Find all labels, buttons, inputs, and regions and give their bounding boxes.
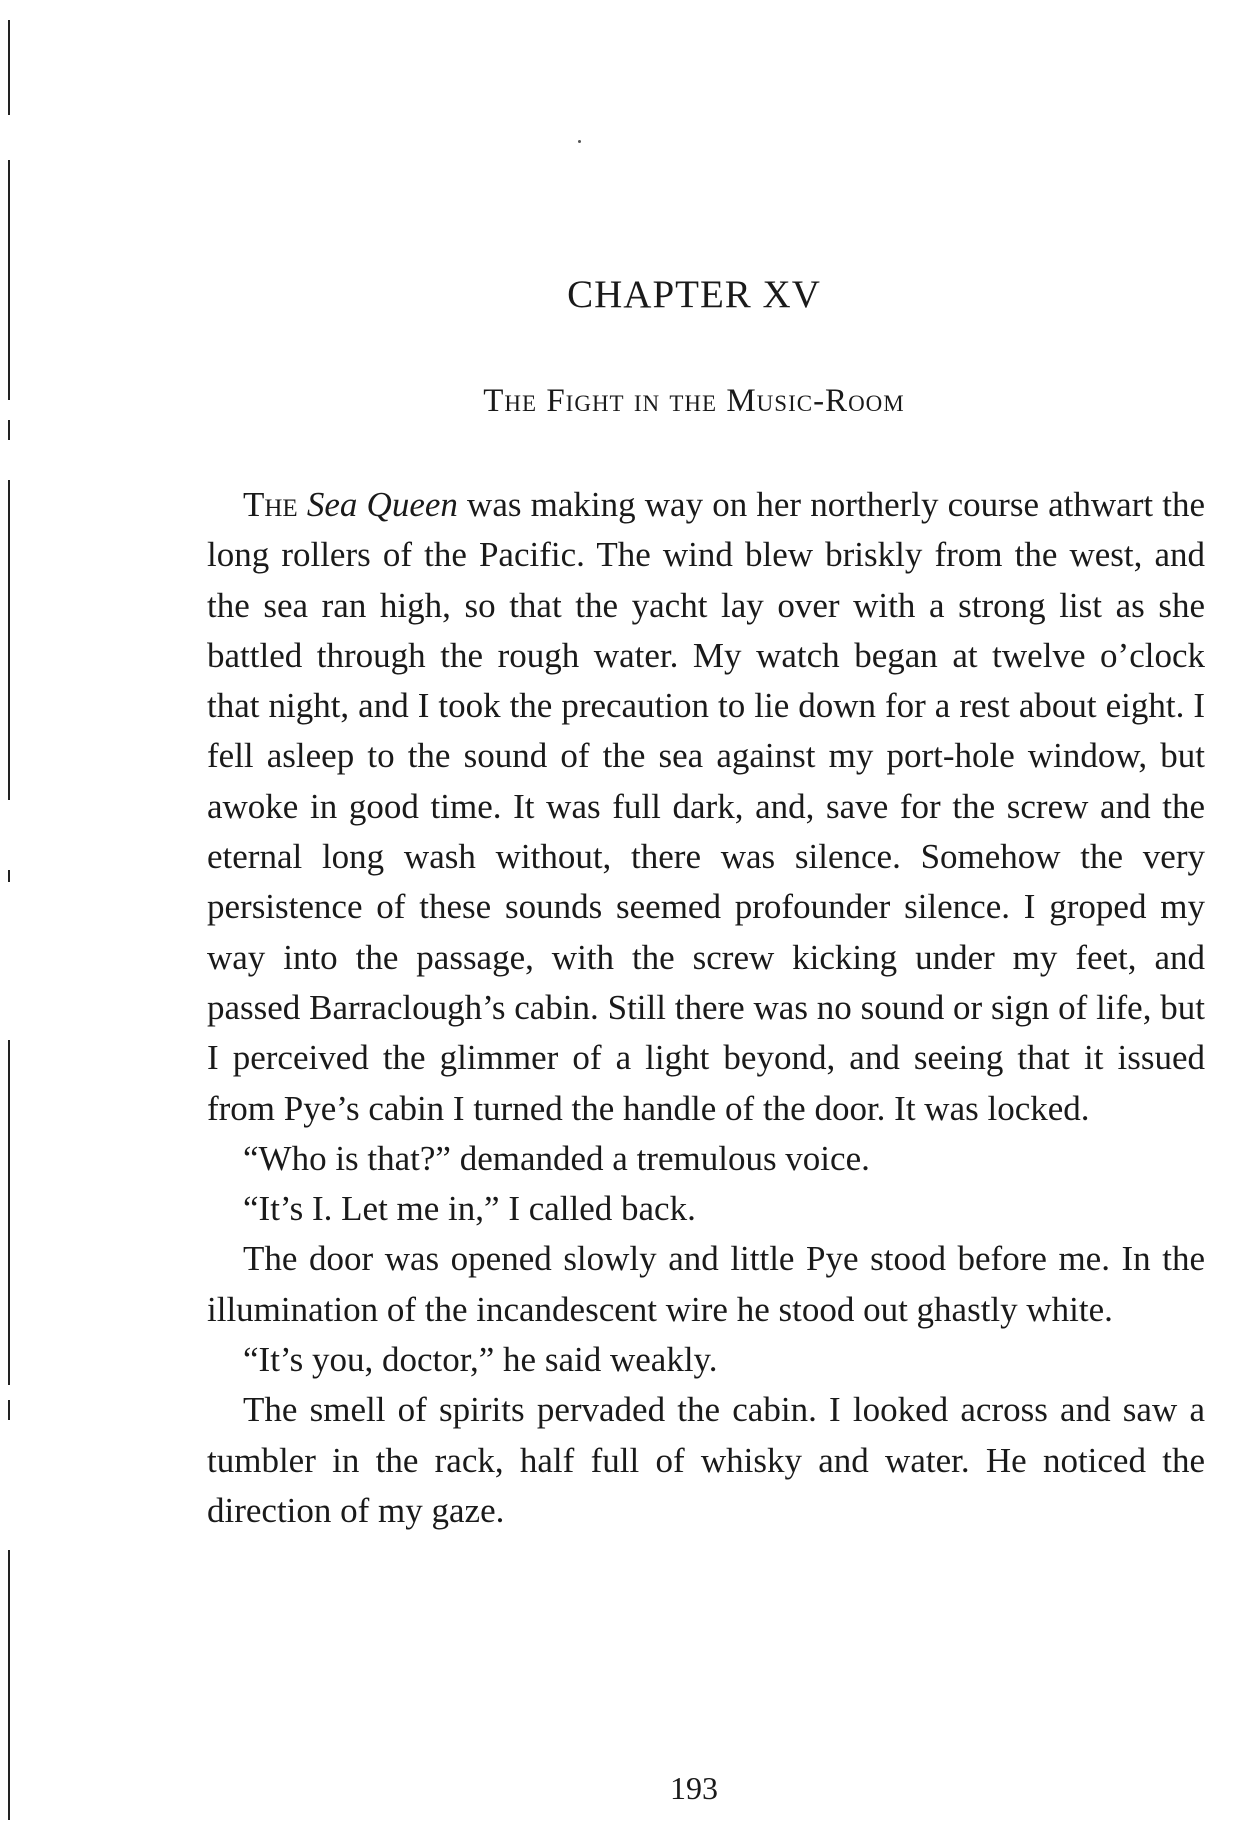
paragraph: “It’s I. Let me in,” I called back. <box>243 1189 696 1229</box>
paragraph-lead-word: The <box>243 485 298 524</box>
paragraph: The door was opened slowly and little Pye stood before me. In the illumination of the incandescent wire he stood out ghastly white. <box>207 1239 1205 1329</box>
ship-name: Sea Queen <box>306 485 458 524</box>
page-number: 193 <box>670 1770 718 1806</box>
chapter-title: CHAPTER XV <box>567 273 821 316</box>
paragraph <box>207 480 1205 1134</box>
paragraph: “It’s you, doctor,” he said weakly. <box>243 1340 718 1380</box>
body-text <box>207 480 1205 1536</box>
scan-speck <box>578 140 581 143</box>
chapter-subtitle: The Fight in the Music-Room <box>483 383 905 419</box>
paragraph-text: was making way on her northerly course athwart the long rollers of the Pacific. The wind blew briskly from the west, and the sea ran high, so that the yacht lay over with a strong list as she battled through the rough water. My watch began at twelve o’clock that night, and I took the precaution to lie down for a rest about eight. I fell asleep to the sound of the sea against my port-hole window, but awoke in good time. It was full dark, and, save for the screw and the eternal long wash without, there was silence. Somehow the very persistence of these sounds seemed profounder silence. I groped my way into the passage, with the screw kicking under my feet, and passed Barraclough’s cabin. Still there was no sound or sign of life, but I perceived the glimmer of a light beyond, and seeing that it issued from Pye’s cabin I turned the handle of the door. It was locked. <box>207 485 1205 1128</box>
paragraph: The smell of spirits pervaded the cabin. I looked across and saw a tumbler in the rack, half full of whisky and water. He noticed the direction of my gaze. <box>207 1390 1205 1530</box>
paragraph: “Who is that?” demanded a tremulous voice. <box>243 1138 870 1178</box>
